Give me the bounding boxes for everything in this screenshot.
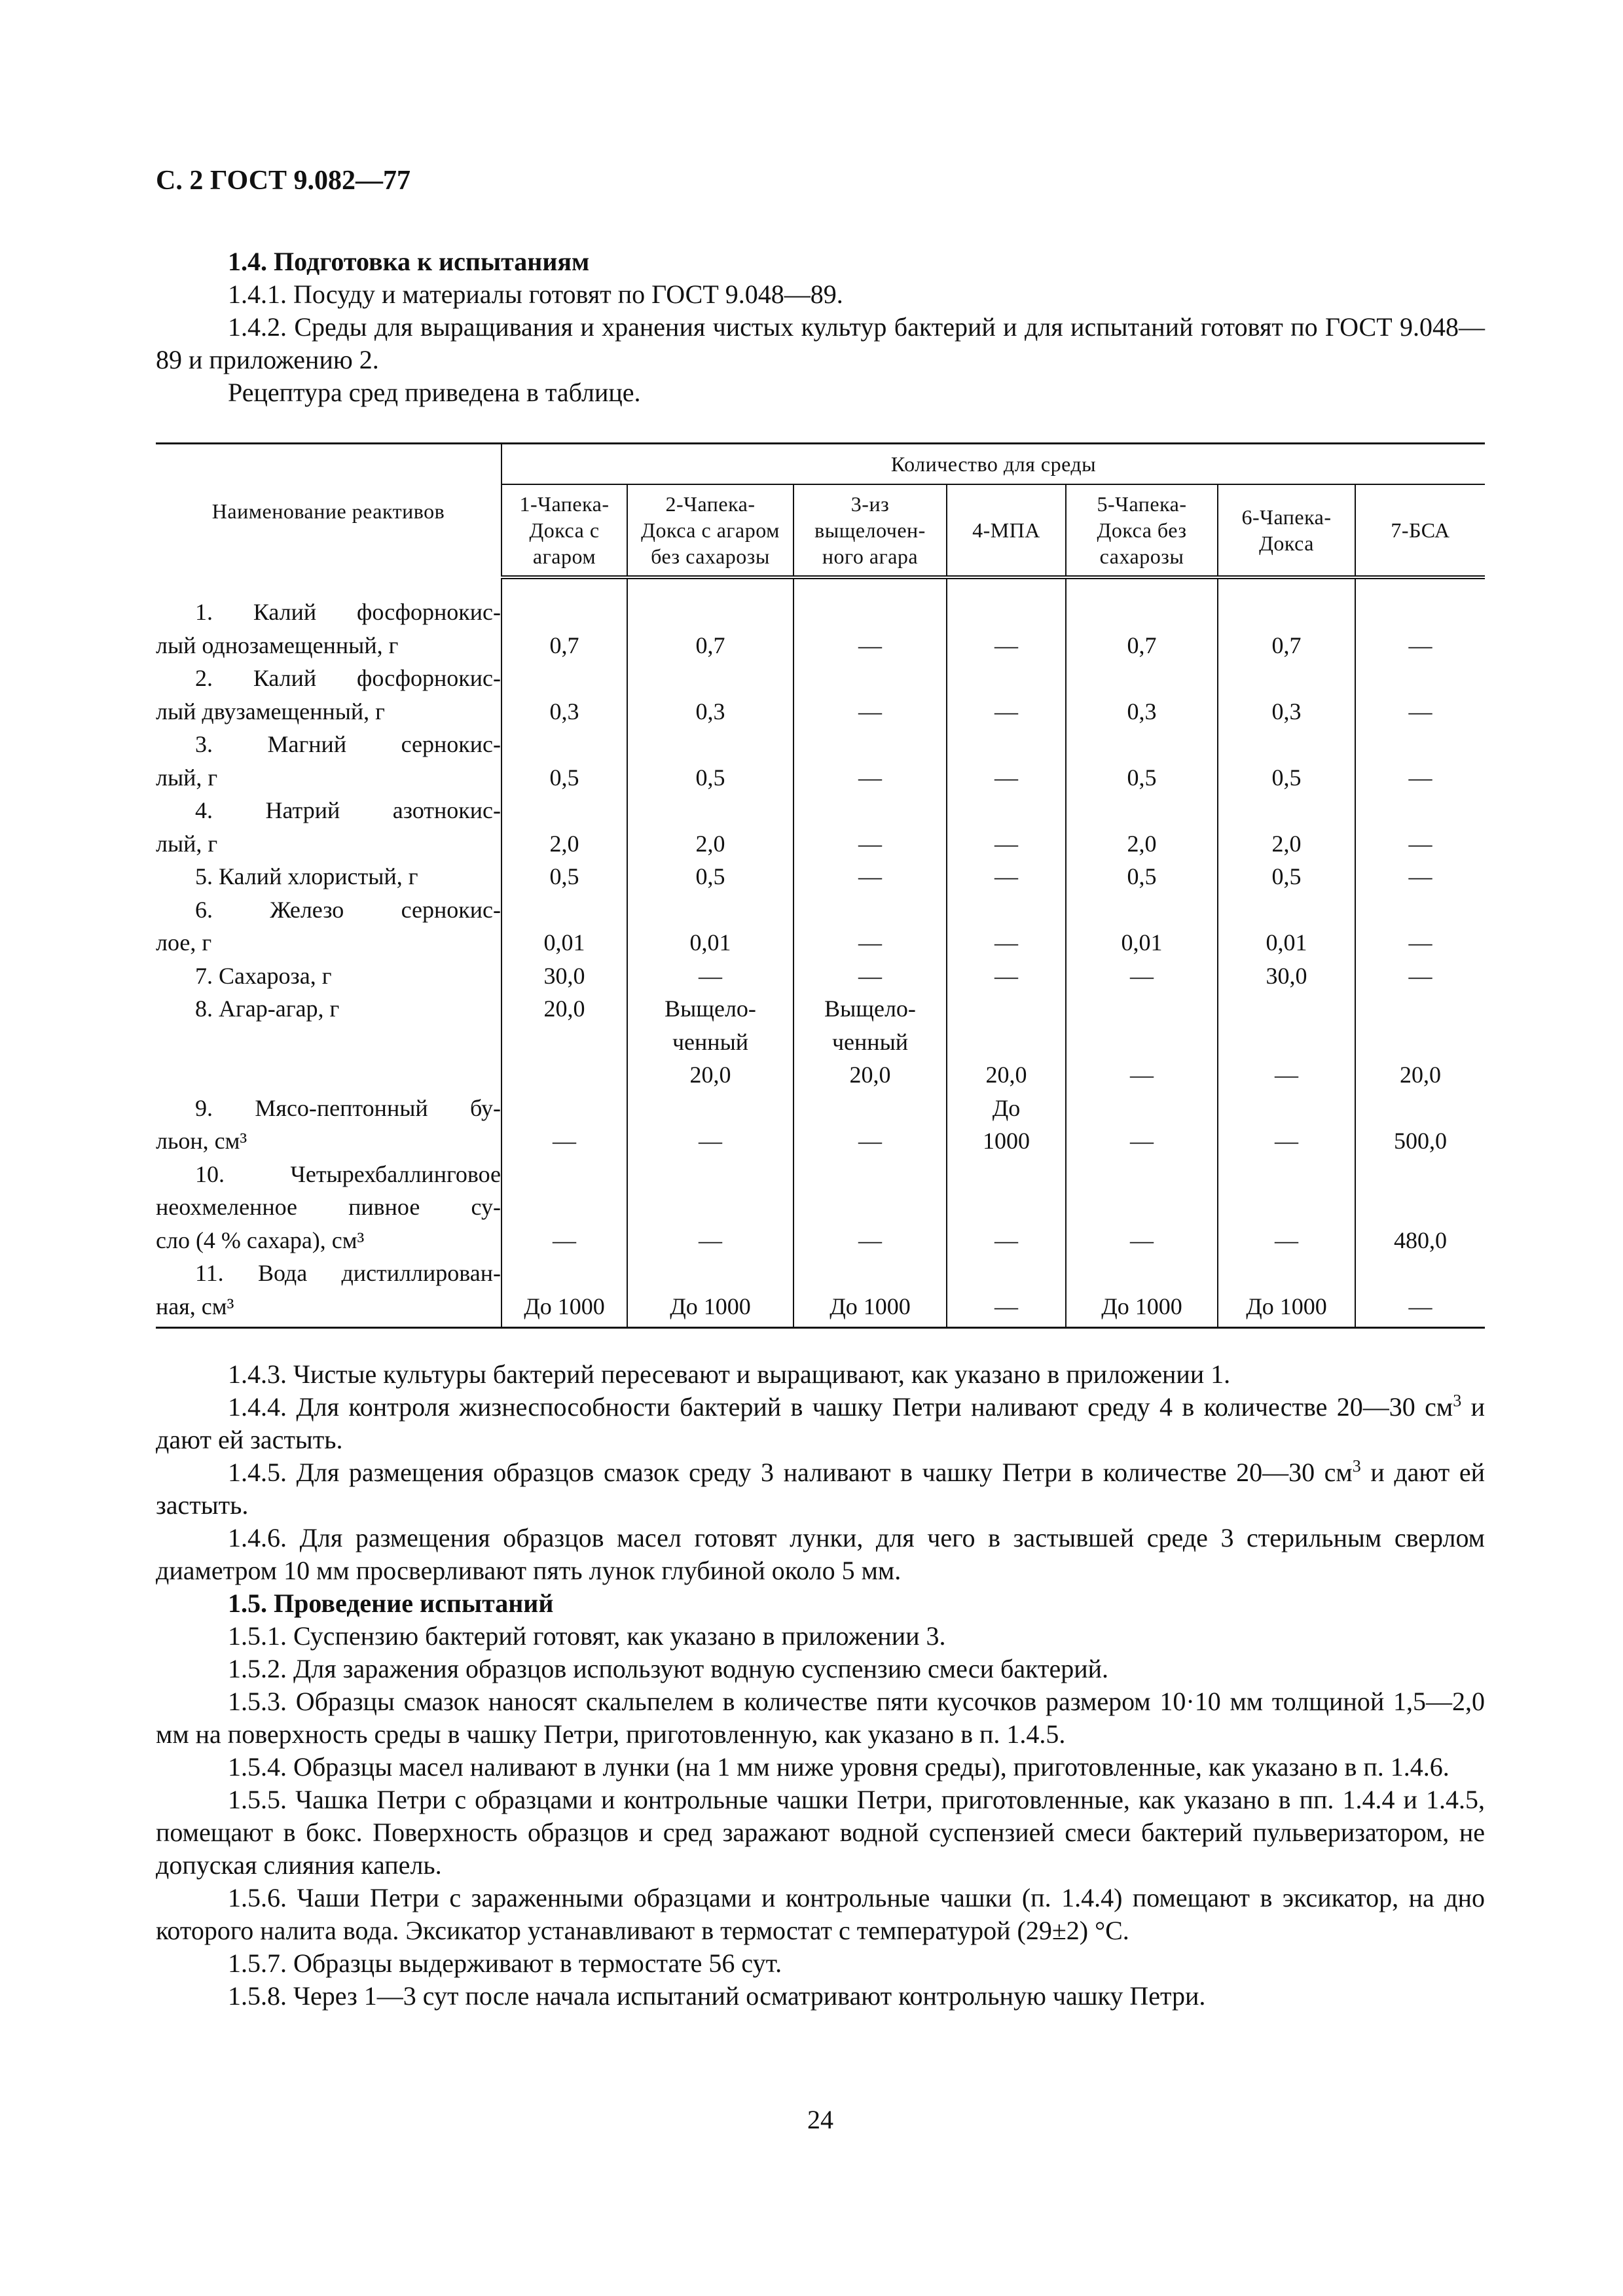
reagent-name-line: 9. Мясо-пептонный бу- (195, 1094, 501, 1121)
quantity-cell: — (793, 860, 947, 893)
quantity-cell: — (627, 1158, 793, 1257)
quantity-cell: — (947, 960, 1066, 993)
column-header-medium-2: 2-Чапека- Докса с агаром без сахарозы (627, 484, 793, 577)
quantity-cell: — (1355, 1257, 1485, 1328)
table-row (156, 860, 1485, 893)
quantity-group-header: Количество для среды (501, 444, 1485, 485)
quantity-cell: — (947, 1257, 1066, 1328)
reagent-name-line: лый однозамещенный, г (156, 632, 399, 658)
quantity-cell: — (1355, 728, 1485, 794)
quantity-cell: 0,5 (1218, 728, 1355, 794)
quantity-cell: 0,3 (1218, 662, 1355, 728)
page-number: 24 (807, 2105, 833, 2134)
reagent-name-line: неохмеленное пивное су- (156, 1194, 501, 1220)
quantity-cell: 0,3 (627, 662, 793, 728)
superscript-3: 3 (1352, 1456, 1361, 1476)
paragraph-1-5-2: 1.5.2. Для заражения образцов используют водную суспензию смеси бактерий. (228, 1654, 1109, 1683)
table-row (156, 960, 1485, 993)
paragraph-1-4-5 (156, 1456, 1485, 1522)
paragraph-1-5-5: 1.5.5. Чашка Петри с образцами и контрольные чашки Петри, приготовленные, как указано в пп. 1.4.4 и 1.4.5, помещают в бокс. Поверхность образцов и сред заражают водной суспензией смеси бактерий пульверизатором, не допуская слияния капель. (156, 1785, 1485, 1880)
reagent-name-line: льон, см³ (156, 1128, 247, 1154)
table-row (156, 728, 1485, 794)
paragraph-1-5-1: 1.5.1. Суспензию бактерий готовят, как указано в приложении 3. (228, 1621, 946, 1651)
reagents-table (156, 442, 1485, 1329)
quantity-cell: 0,5 (501, 860, 627, 893)
quantity-cell: — (1355, 577, 1485, 662)
section-title-1-5: 1.5. Проведение испытаний (228, 1588, 554, 1618)
quantity-cell: 20,0 (501, 992, 627, 1092)
quantity-cell: 0,7 (627, 577, 793, 662)
quantity-cell: 0,3 (501, 662, 627, 728)
paragraph-1-5-8: 1.5.8. Через 1—3 сут после начала испытаний осматривают контрольную чашку Петри. (228, 1981, 1206, 2011)
quantity-cell: 2,0 (1218, 794, 1355, 860)
column-header-medium-4: 4-МПА (947, 484, 1066, 577)
paragraph-1-4-5-end: и дают ей застыть. (156, 1458, 1486, 1520)
section-title-1-4: 1.4. Подготовка к испытаниям (228, 247, 590, 276)
quantity-cell: — (1066, 1158, 1218, 1257)
reagent-name-line: 5. Калий хлористый, г (195, 863, 418, 889)
quantity-cell: Выщело- ченный 20,0 (627, 992, 793, 1092)
quantity-cell: 20,0 (1355, 992, 1485, 1092)
reagent-name-line: 4. Натрий азотнокис- (195, 797, 501, 823)
quantity-cell: — (1355, 662, 1485, 728)
reagent-name-cell (156, 992, 501, 1092)
quantity-cell: — (793, 728, 947, 794)
quantity-cell: 2,0 (627, 794, 793, 860)
reagent-name-cell (156, 728, 501, 794)
column-header-medium-5: 5-Чапека- Докса без сахарозы (1066, 484, 1218, 577)
quantity-cell: — (1355, 794, 1485, 860)
reagent-name-line: 6. Железо сернокис- (195, 896, 501, 923)
reagent-name-cell (156, 794, 501, 860)
reagent-name-cell (156, 577, 501, 662)
reagent-name-line: 3. Магний сернокис- (195, 731, 501, 757)
quantity-cell: — (627, 960, 793, 993)
quantity-cell: 500,0 (1355, 1092, 1485, 1158)
quantity-cell: 30,0 (1218, 960, 1355, 993)
table-row (156, 577, 1485, 662)
quantity-cell: 20,0 (947, 992, 1066, 1092)
reagent-name-cell (156, 1257, 501, 1328)
quantity-cell: — (793, 1092, 947, 1158)
quantity-cell: 0,7 (1218, 577, 1355, 662)
quantity-cell: — (1066, 1092, 1218, 1158)
table-row (156, 794, 1485, 860)
quantity-cell: — (1066, 960, 1218, 993)
paragraph-1-5-7: 1.5.7. Образцы выдерживают в термостате 56 сут. (228, 1948, 782, 1978)
quantity-cell: 0,01 (1066, 893, 1218, 960)
reagent-name-cell (156, 860, 501, 893)
quantity-cell: — (793, 960, 947, 993)
reagent-name-line: лое, г (156, 929, 212, 956)
quantity-cell: — (947, 893, 1066, 960)
paragraph-1-4-4 (156, 1391, 1485, 1456)
reagent-name-line: ная, см³ (156, 1293, 234, 1319)
reagent-name-header: Наименование реактивов (156, 444, 501, 578)
quantity-cell: 2,0 (1066, 794, 1218, 860)
quantity-cell: — (947, 860, 1066, 893)
paragraph-1-5-4: 1.5.4. Образцы масел наливают в лунки (на 1 мм ниже уровня среды), приготовленные, как указано в п. 1.4.6. (228, 1752, 1450, 1782)
quantity-cell: 2,0 (501, 794, 627, 860)
quantity-cell: 480,0 (1355, 1158, 1485, 1257)
reagent-name-line: 8. Агар-агар, г (195, 996, 340, 1022)
quantity-cell: 0,5 (1218, 860, 1355, 893)
quantity-cell: — (501, 1092, 627, 1158)
quantity-cell: — (793, 794, 947, 860)
reagent-name-line: 7. Сахароза, г (195, 962, 332, 989)
reagent-name-line: 10. Четырехбаллинговое (195, 1160, 501, 1187)
reagent-name-line: лый, г (156, 830, 218, 857)
quantity-cell: Выщело- ченный 20,0 (793, 992, 947, 1092)
quantity-cell: — (1355, 960, 1485, 993)
quantity-cell: — (1218, 1158, 1355, 1257)
quantity-cell: — (793, 662, 947, 728)
quantity-cell: — (947, 1158, 1066, 1257)
quantity-cell: — (1218, 992, 1355, 1092)
quantity-cell: 0,5 (627, 728, 793, 794)
quantity-cell: — (1218, 1092, 1355, 1158)
paragraph-table-intro: Рецептура сред приведена в таблице. (228, 378, 641, 407)
paragraph-1-4-2: 1.4.2. Среды для выращивания и хранения чистых культур бактерий и для испытаний готовят по ГОСТ 9.048—89 и приложению 2. (156, 312, 1485, 374)
quantity-cell: До 1000 (947, 1092, 1066, 1158)
paragraph-1-4-5-text: 1.4.5. Для размещения образцов смазок среду 3 наливают в чашку Петри в количестве 20—30 см (228, 1458, 1353, 1487)
section-1-4-continued (156, 1358, 1485, 2013)
quantity-cell: До 1000 (1218, 1257, 1355, 1328)
quantity-cell: — (627, 1092, 793, 1158)
reagent-name-line: сло (4 % сахара), см³ (156, 1227, 365, 1253)
paragraph-1-4-6: 1.4.6. Для размещения образцов масел готовят лунки, для чего в застывшей среде 3 стерильным сверлом диаметром 10 мм просверливают пять лунок глубиной около 5 мм. (156, 1523, 1485, 1585)
table-row (156, 1092, 1485, 1158)
quantity-cell: 0,7 (1066, 577, 1218, 662)
column-header-medium-7: 7-БСА (1355, 484, 1485, 577)
quantity-cell: До 1000 (501, 1257, 627, 1328)
quantity-cell: — (947, 577, 1066, 662)
quantity-cell: — (1355, 860, 1485, 893)
reagent-name-cell (156, 893, 501, 960)
table-row (156, 662, 1485, 728)
quantity-cell: 0,01 (501, 893, 627, 960)
quantity-cell: 0,01 (627, 893, 793, 960)
reagent-name-line: 11. Вода дистиллирован- (195, 1260, 501, 1286)
quantity-cell: 0,5 (627, 860, 793, 893)
superscript-3: 3 (1453, 1391, 1462, 1410)
paragraph-1-4-4-text: 1.4.4. Для контроля жизнеспособности бактерий в чашку Петри наливают среду 4 в количестве 20—30 см (228, 1392, 1453, 1422)
reagent-name-cell (156, 960, 501, 993)
quantity-cell: 0,3 (1066, 662, 1218, 728)
reagent-name-cell (156, 1158, 501, 1257)
reagent-name-line: 1. Калий фосфорнокис- (195, 599, 501, 625)
quantity-cell: — (1066, 992, 1218, 1092)
paragraph-1-4-3: 1.4.3. Чистые культуры бактерий пересевают и выращивают, как указано в приложении 1. (228, 1359, 1231, 1389)
quantity-cell: — (947, 728, 1066, 794)
table-row (156, 1158, 1485, 1257)
paragraph-1-5-3: 1.5.3. Образцы смазок наносят скальпелем в количестве пяти кусочков размером 10·10 мм толщиной 1,5—2,0 мм на поверхность среды в чашку Петри, приготовленную, как указано в п. 1.4.5. (156, 1687, 1485, 1749)
section-1-4-intro (156, 245, 1485, 409)
column-header-medium-6: 6-Чапека- Докса (1218, 484, 1355, 577)
reagent-name-line: лый, г (156, 764, 218, 791)
column-header-medium-1: 1-Чапека- Докса с агаром (501, 484, 627, 577)
reagent-name-cell (156, 662, 501, 728)
quantity-cell: — (1355, 893, 1485, 960)
quantity-cell: — (947, 662, 1066, 728)
reagent-name-line: лый двузамещенный, г (156, 698, 385, 725)
quantity-cell: 0,5 (1066, 860, 1218, 893)
quantity-cell: До 1000 (1066, 1257, 1218, 1328)
quantity-cell: 30,0 (501, 960, 627, 993)
column-header-medium-3: 3-из выщелочен- ного агара (793, 484, 947, 577)
paragraph-1-4-1: 1.4.1. Посуду и материалы готовят по ГОСТ 9.048—89. (228, 279, 843, 309)
document-header: С. 2 ГОСТ 9.082—77 (156, 166, 411, 196)
quantity-cell: 0,5 (1066, 728, 1218, 794)
reagent-name-cell (156, 1092, 501, 1158)
paragraph-1-5-6: 1.5.6. Чаши Петри с зараженными образцами и контрольные чашки (п. 1.4.4) помещают в эксикатор, на дно которого налита вода. Эксикатор устанавливают в термостат с температурой (29±2) °С. (156, 1883, 1485, 1945)
table-row (156, 893, 1485, 960)
quantity-cell: 0,7 (501, 577, 627, 662)
paragraph-1-4-4-end: и дают ей застыть. (156, 1392, 1486, 1454)
quantity-cell: — (793, 893, 947, 960)
quantity-cell: — (793, 1158, 947, 1257)
table-row (156, 1257, 1485, 1328)
quantity-cell: — (501, 1158, 627, 1257)
quantity-cell: — (793, 577, 947, 662)
reagent-name-line: 2. Калий фосфорнокис- (195, 665, 501, 691)
quantity-cell: 0,01 (1218, 893, 1355, 960)
quantity-cell: — (947, 794, 1066, 860)
quantity-cell: До 1000 (627, 1257, 793, 1328)
quantity-cell: До 1000 (793, 1257, 947, 1328)
quantity-cell: 0,5 (501, 728, 627, 794)
table-row (156, 992, 1485, 1092)
